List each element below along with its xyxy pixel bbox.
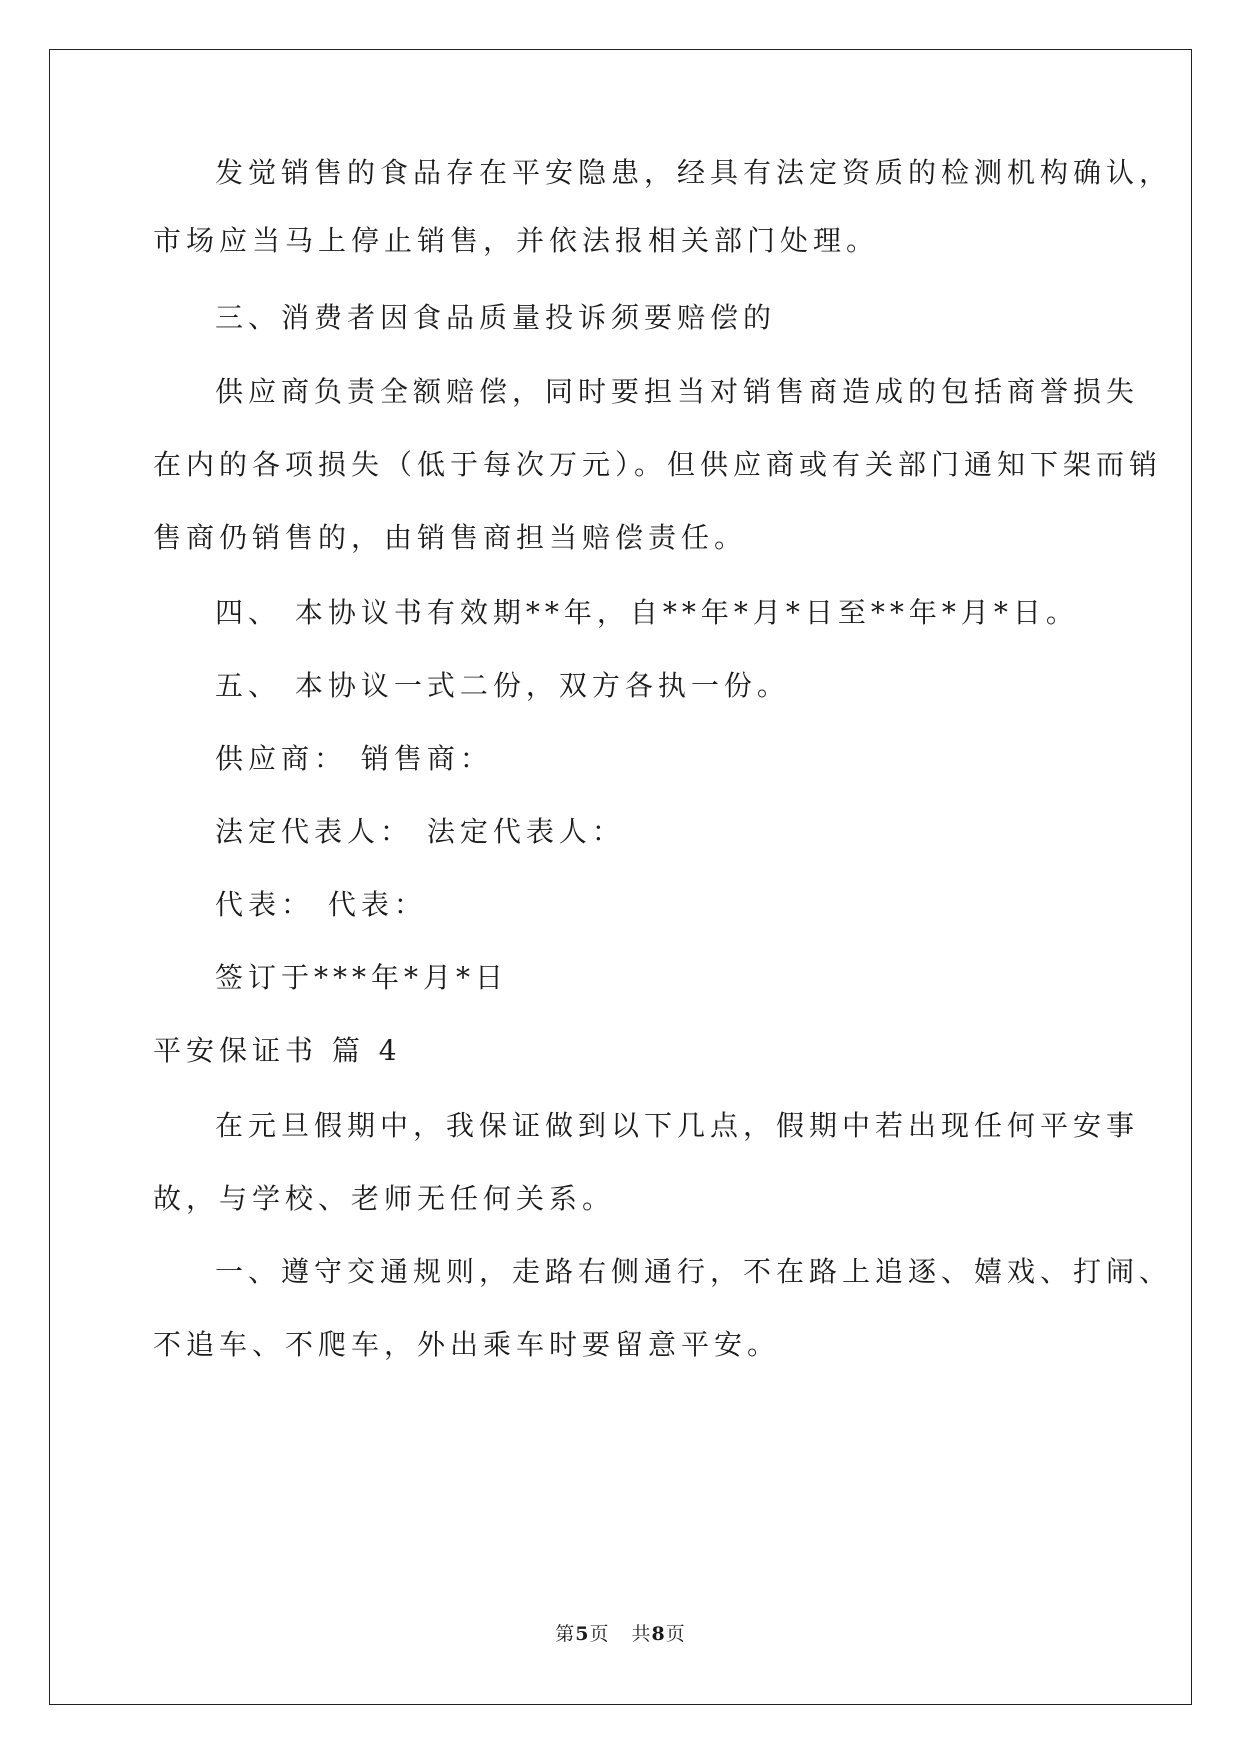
page-footer: [0, 1622, 1241, 1646]
signature-line: 法定代表人： 法定代表人：: [215, 815, 625, 848]
section-title: 平安保证书 篇 4: [153, 1034, 402, 1067]
paragraph-line: 一、遵守交通规则，走路右侧通行，不在路上追逐、嬉戏、打闹、: [215, 1255, 1173, 1288]
signing-date: 签订于***年*月*日: [215, 961, 509, 994]
section-heading: 三、消费者因食品质量投诉须要赔偿的: [215, 301, 777, 334]
footer-prefix: 第: [555, 1623, 576, 1645]
signature-line: 代表： 代表：: [215, 888, 427, 921]
paragraph-line: 市场应当马上停止销售，并依法报相关部门处理。: [153, 224, 880, 257]
paragraph-line: 在元旦假期中，我保证做到以下几点，假期中若出现任何平安事: [215, 1109, 1140, 1142]
total-page-count: 8: [651, 1623, 666, 1645]
footer-total-prefix: 共: [631, 1623, 652, 1645]
paragraph-line: 故，与学校、老师无任何关系。: [153, 1182, 616, 1215]
paragraph-line: 五、 本协议一式二份，双方各执一份。: [215, 669, 790, 702]
paragraph-line: 四、 本协议书有效期**年，自**年*月*日至**年*月*日。: [215, 596, 1079, 629]
paragraph-line: 在内的各项损失（低于每次万元）。但供应商或有关部门通知下架而销: [153, 448, 1163, 481]
paragraph-line: 发觉销售的食品存在平安隐患，经具有法定资质的检测机构确认，: [215, 156, 1173, 189]
current-page-number: 5: [575, 1623, 590, 1645]
paragraph-line: 不追车、不爬车，外出乘车时要留意平安。: [153, 1328, 781, 1361]
paragraph-line: 供应商负责全额赔偿，同时要担当对销售商造成的包括商誉损失: [215, 375, 1140, 408]
footer-page-suffix: 页: [589, 1623, 610, 1645]
paragraph-line: 售商仍销售的，由销售商担当赔偿责任。: [153, 521, 748, 554]
footer-total-suffix: 页: [665, 1623, 686, 1645]
signature-line: 供应商： 销售商：: [215, 742, 493, 775]
